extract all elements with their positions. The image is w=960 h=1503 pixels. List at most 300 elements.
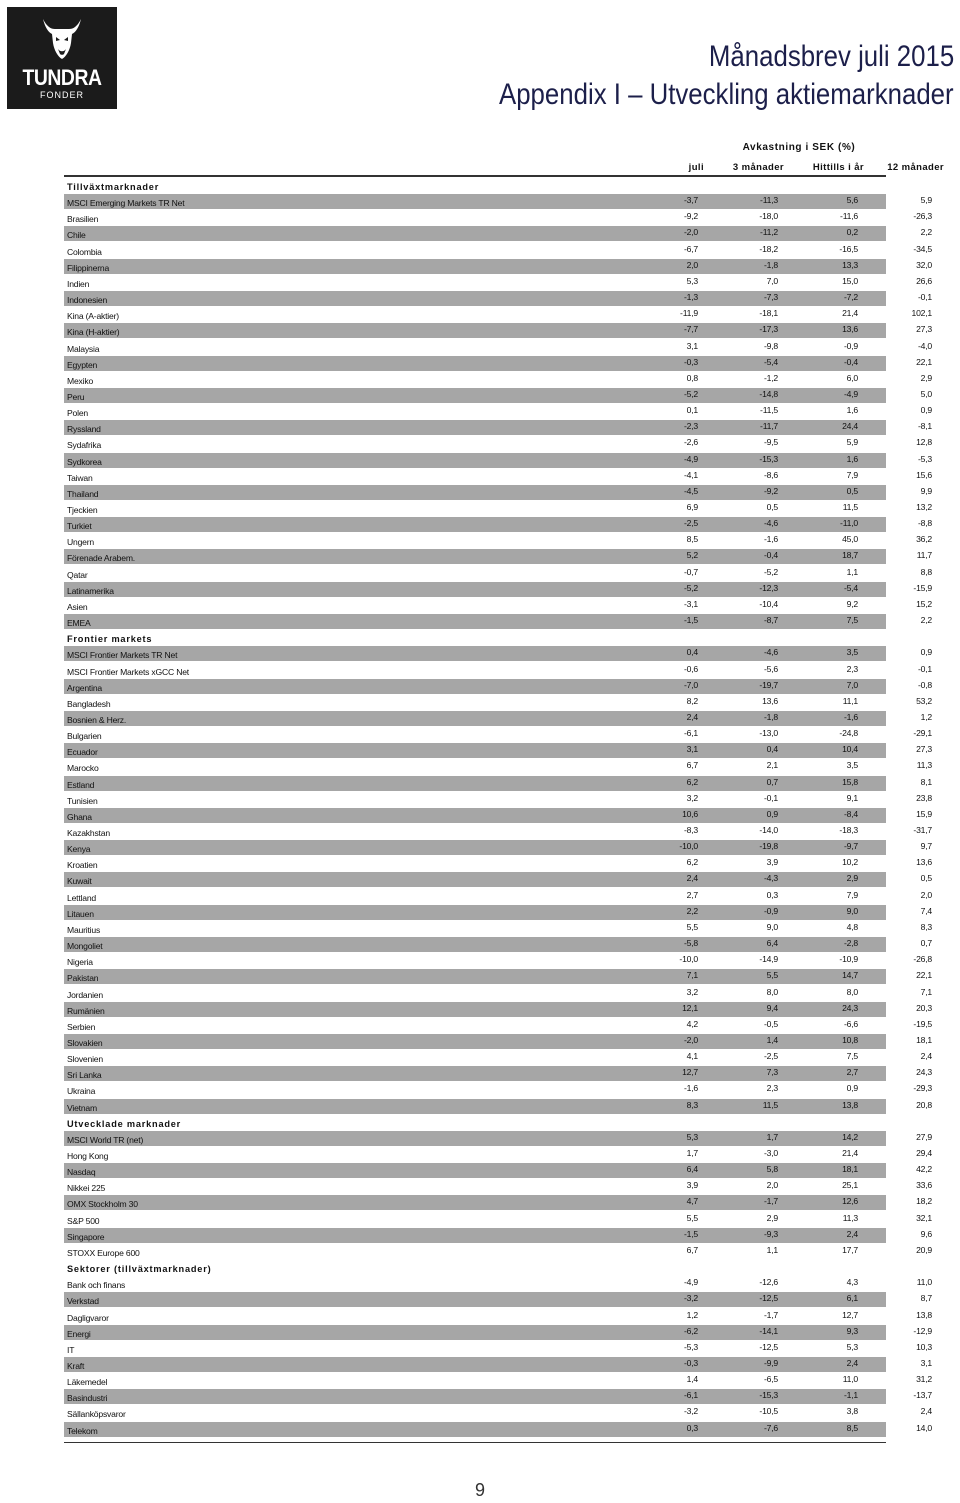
table-cell: 2,7 bbox=[686, 889, 698, 900]
table-cell: 7,5 bbox=[846, 1051, 858, 1062]
table-cell: 2,0 bbox=[686, 259, 698, 270]
table-row bbox=[64, 1228, 932, 1243]
table-row bbox=[64, 1389, 932, 1404]
row-label: Slovakien bbox=[67, 1037, 103, 1048]
table-row bbox=[64, 1422, 932, 1437]
row-label: Slovenien bbox=[67, 1054, 103, 1065]
table-cell: 2,7 bbox=[846, 1067, 858, 1078]
table-cell: -11,3 bbox=[760, 195, 778, 206]
table-cell: 9,3 bbox=[846, 1325, 858, 1336]
table-row bbox=[64, 1147, 932, 1162]
table-cell: 1,4 bbox=[766, 1034, 778, 1045]
table-cell: 20,3 bbox=[916, 1002, 932, 1013]
table-cell: -29,3 bbox=[913, 1083, 932, 1094]
table-cell: 13,6 bbox=[762, 695, 778, 706]
table-cell: -4,5 bbox=[683, 485, 698, 496]
row-label: Argentina bbox=[67, 682, 102, 693]
row-label: Thailand bbox=[67, 488, 99, 499]
table-cell: 25,1 bbox=[842, 1180, 858, 1191]
table-cell: -3,7 bbox=[683, 195, 698, 206]
row-label: Kroatien bbox=[67, 860, 98, 871]
table-cell: 11,0 bbox=[842, 1374, 858, 1385]
table-cell: 6,1 bbox=[846, 1293, 858, 1304]
table-cell: 12,8 bbox=[916, 437, 932, 448]
table-row bbox=[64, 549, 932, 564]
table-cell: 31,2 bbox=[916, 1374, 932, 1385]
table-cell: 10,4 bbox=[842, 744, 858, 755]
table-row bbox=[64, 1341, 932, 1356]
table-cell: -4,9 bbox=[683, 453, 698, 464]
table-cell: -1,5 bbox=[683, 615, 698, 626]
table-cell: -4,3 bbox=[763, 873, 778, 884]
table-row bbox=[64, 1131, 932, 1146]
section-label: Utvecklade marknader bbox=[67, 1118, 182, 1129]
row-label: Mexiko bbox=[67, 375, 94, 386]
table-cell: 0,8 bbox=[686, 372, 698, 383]
table-row bbox=[64, 469, 932, 484]
table-row bbox=[64, 1292, 932, 1307]
table-row bbox=[64, 436, 932, 451]
column-header-3-manader: 3 månader bbox=[732, 162, 784, 173]
table-cell: -3,2 bbox=[683, 1406, 698, 1417]
table-cell: 27,3 bbox=[916, 744, 932, 755]
table-cell: -5,8 bbox=[683, 938, 698, 949]
table-cell: 8,3 bbox=[920, 921, 932, 932]
table-cell: 9,0 bbox=[766, 921, 778, 932]
table-cell: 8,2 bbox=[686, 695, 698, 706]
table-cell: 14,2 bbox=[842, 1131, 858, 1142]
table-bottom-rule bbox=[64, 1442, 886, 1443]
table-cell: -10,0 bbox=[679, 954, 698, 965]
table-cell: 3,2 bbox=[686, 986, 698, 997]
table-cell: 1,2 bbox=[686, 1309, 698, 1320]
row-label: Telekom bbox=[67, 1425, 98, 1436]
table-row bbox=[64, 1244, 932, 1259]
table-cell: 12,7 bbox=[682, 1067, 698, 1078]
table-row bbox=[64, 404, 932, 419]
table-cell: 9,0 bbox=[846, 905, 858, 916]
table-cell: 6,4 bbox=[766, 938, 778, 949]
table-cell: -5,3 bbox=[917, 453, 932, 464]
table-cell: -9,2 bbox=[763, 485, 778, 496]
row-label: Serbien bbox=[67, 1021, 96, 1032]
table-cell: 5,3 bbox=[686, 1131, 698, 1142]
table-cell: 7,9 bbox=[846, 889, 858, 900]
table-cell: 27,3 bbox=[916, 324, 932, 335]
table-row bbox=[64, 517, 932, 532]
table-row bbox=[64, 1195, 932, 1210]
table-cell: 18,1 bbox=[842, 1164, 858, 1175]
row-label: MSCI World TR (net) bbox=[67, 1134, 144, 1145]
table-row bbox=[64, 824, 932, 839]
table-cell: 27,9 bbox=[916, 1131, 932, 1142]
row-label: Latinamerika bbox=[67, 585, 114, 596]
table-row bbox=[64, 1082, 932, 1097]
table-cell: 7,5 bbox=[846, 615, 858, 626]
table-cell: -5,4 bbox=[843, 582, 858, 593]
table-cell: 0,4 bbox=[686, 647, 698, 658]
table-cell: 9,4 bbox=[766, 1002, 778, 1013]
row-label: Dagligvaror bbox=[67, 1312, 109, 1323]
table-cell: -1,7 bbox=[763, 1309, 778, 1320]
table-cell: 0,5 bbox=[766, 502, 778, 512]
table-cell: -7,6 bbox=[763, 1422, 778, 1433]
row-label: Nasdaq bbox=[67, 1167, 96, 1178]
table-cell: 12,6 bbox=[842, 1196, 858, 1207]
table-cell: 10,6 bbox=[682, 808, 698, 819]
table-cell: 15,9 bbox=[916, 808, 932, 819]
table-cell: 0,7 bbox=[920, 938, 932, 949]
table-cell: -11,7 bbox=[760, 421, 778, 432]
column-header-hittills-i-ar: Hittills i år bbox=[812, 162, 864, 173]
table-cell: 9,7 bbox=[920, 841, 932, 852]
table-cell: -18,3 bbox=[839, 825, 858, 835]
table-cell: 0,3 bbox=[686, 1422, 698, 1433]
row-label: Nikkei 225 bbox=[67, 1183, 106, 1194]
table-cell: 2,9 bbox=[846, 873, 858, 884]
table-cell: -8,6 bbox=[763, 469, 778, 480]
table-cell: -12,3 bbox=[759, 582, 778, 593]
row-label: Ukraina bbox=[67, 1086, 96, 1097]
table-cell: -16,5 bbox=[839, 243, 858, 254]
table-row bbox=[64, 307, 932, 322]
table-cell: -19,5 bbox=[913, 1018, 932, 1029]
table-cell: 2,2 bbox=[920, 615, 932, 626]
table-cell: 23,8 bbox=[916, 792, 932, 803]
bull-icon bbox=[41, 13, 83, 61]
table-cell: 3,5 bbox=[846, 647, 858, 658]
row-label: Asien bbox=[67, 601, 88, 612]
table-cell: -14,0 bbox=[759, 825, 778, 835]
table-cell: 5,9 bbox=[920, 195, 932, 206]
table-cell: 2,4 bbox=[686, 873, 698, 884]
row-label: Brasilien bbox=[67, 214, 99, 225]
table-cell: 6,9 bbox=[686, 502, 698, 512]
table-cell: -1,8 bbox=[763, 711, 778, 722]
table-cell: 24,3 bbox=[842, 1002, 858, 1013]
table-cell: -24,8 bbox=[839, 728, 858, 739]
table-cell: 24,4 bbox=[842, 421, 858, 432]
table-row bbox=[64, 1034, 932, 1049]
table-row bbox=[64, 840, 932, 855]
table-cell: 36,2 bbox=[916, 534, 932, 545]
table-cell: -2,3 bbox=[683, 421, 698, 432]
table-cell: 10,2 bbox=[842, 857, 858, 868]
table-cell: 15,2 bbox=[916, 598, 932, 609]
row-label: Qatar bbox=[67, 569, 88, 580]
table-cell: 10,3 bbox=[916, 1341, 932, 1352]
row-label: Marocko bbox=[67, 763, 99, 774]
row-label: Kenya bbox=[67, 844, 91, 855]
row-label: Jordanien bbox=[67, 989, 103, 1000]
table-cell: 5,3 bbox=[846, 1341, 858, 1352]
table-cell: 3,1 bbox=[686, 744, 698, 755]
row-label: Energi bbox=[67, 1328, 91, 1339]
row-label: Ghana bbox=[67, 811, 92, 822]
table-cell: -11,6 bbox=[840, 211, 858, 222]
table-cell: 5,6 bbox=[846, 195, 858, 206]
section-header bbox=[64, 1115, 886, 1130]
row-label: Estland bbox=[67, 779, 95, 790]
table-cell: -1,6 bbox=[843, 711, 858, 722]
table-row bbox=[64, 1002, 932, 1017]
row-label: Litauen bbox=[67, 908, 94, 919]
row-label: Lettland bbox=[67, 892, 96, 903]
table-cell: -0,1 bbox=[917, 292, 932, 303]
table-cell: 7,0 bbox=[766, 275, 778, 286]
section-label: Sektorer (tillväxtmarknader) bbox=[67, 1264, 212, 1275]
table-cell: 17,7 bbox=[842, 1244, 858, 1255]
row-label: Basindustri bbox=[67, 1393, 108, 1404]
table-cell: -2,6 bbox=[683, 437, 698, 448]
table-cell: 14,7 bbox=[842, 970, 858, 981]
table-cell: -9,3 bbox=[763, 1228, 778, 1239]
table-cell: 22,1 bbox=[916, 356, 932, 367]
table-row bbox=[64, 1325, 932, 1340]
table-cell: -3,2 bbox=[683, 1293, 698, 1304]
table-cell: 5,9 bbox=[846, 437, 858, 448]
table-cell: -4,0 bbox=[917, 340, 932, 351]
table-cell: 12,1 bbox=[682, 1002, 698, 1013]
table-cell: -26,3 bbox=[913, 211, 932, 222]
table-cell: -12,5 bbox=[759, 1293, 778, 1304]
table-row bbox=[64, 243, 932, 258]
table-cell: -5,3 bbox=[683, 1341, 698, 1352]
table-row bbox=[64, 808, 932, 823]
table-row bbox=[64, 1405, 932, 1420]
table-cell: 13,6 bbox=[916, 857, 932, 868]
table-cell: 2,3 bbox=[846, 663, 858, 674]
table-cell: 11,1 bbox=[842, 695, 858, 706]
section-header bbox=[64, 178, 886, 193]
table-cell: -26,8 bbox=[913, 954, 932, 965]
table-cell: 13,2 bbox=[916, 502, 932, 512]
table-cell: -0,8 bbox=[917, 679, 932, 690]
table-cell: 6,2 bbox=[686, 776, 698, 787]
table-cell: 2,9 bbox=[766, 1212, 778, 1223]
row-label: Rumänien bbox=[67, 1005, 105, 1016]
table-row bbox=[64, 727, 932, 742]
table-cell: 1,1 bbox=[766, 1244, 778, 1255]
table-cell: 3,2 bbox=[686, 792, 698, 803]
table-cell: 8,5 bbox=[846, 1422, 858, 1433]
table-cell: -11,9 bbox=[680, 308, 698, 319]
table-cell: 14,0 bbox=[916, 1422, 932, 1433]
table-cell: 20,8 bbox=[916, 1099, 932, 1110]
table-cell: -1,2 bbox=[763, 372, 778, 383]
table-cell: -0,7 bbox=[683, 566, 698, 577]
table-cell: 53,2 bbox=[916, 695, 932, 706]
table-cell: -18,2 bbox=[759, 243, 778, 254]
table-cell: -34,5 bbox=[913, 243, 932, 254]
table-row bbox=[64, 453, 932, 468]
table-cell: 2,4 bbox=[686, 711, 698, 722]
table-row bbox=[64, 533, 932, 548]
tundra-logo bbox=[7, 7, 117, 109]
page-subtitle: Appendix I – Utveckling aktiemarknader bbox=[499, 78, 954, 111]
table-cell: -8,4 bbox=[843, 808, 858, 819]
table-cell: 5,2 bbox=[686, 550, 698, 561]
table-cell: 2,0 bbox=[920, 889, 932, 900]
row-label: Förenade Arabem. bbox=[67, 553, 135, 564]
table-cell: 0,9 bbox=[766, 808, 778, 819]
table-cell: 2,4 bbox=[846, 1357, 858, 1368]
table-row bbox=[64, 485, 932, 500]
row-label: Nigeria bbox=[67, 957, 93, 968]
row-label: OMX Stockholm 30 bbox=[67, 1199, 138, 1210]
table-row bbox=[64, 695, 932, 710]
table-row bbox=[64, 194, 932, 209]
table-cell: 24,3 bbox=[916, 1067, 932, 1078]
row-label: Bangladesh bbox=[67, 698, 111, 709]
table-row bbox=[64, 986, 932, 1001]
table-cell: 1,6 bbox=[846, 453, 858, 464]
table-cell: -15,3 bbox=[759, 1390, 778, 1401]
table-row bbox=[64, 663, 932, 678]
table-cell: 8,5 bbox=[686, 534, 698, 545]
table-cell: 11,5 bbox=[762, 1099, 778, 1110]
table-cell: 11,3 bbox=[916, 760, 932, 771]
table-row bbox=[64, 1212, 932, 1227]
table-row bbox=[64, 582, 932, 597]
table-row bbox=[64, 743, 932, 758]
table-cell: 9,6 bbox=[920, 1228, 932, 1239]
row-label: Turkiet bbox=[67, 521, 92, 532]
table-header-row bbox=[64, 159, 944, 177]
table-row bbox=[64, 905, 932, 920]
row-label: IT bbox=[67, 1344, 75, 1355]
table-cell: -11,2 bbox=[760, 227, 778, 238]
row-label: Polen bbox=[67, 408, 88, 419]
table-cell: 9,9 bbox=[920, 485, 932, 496]
table-cell: -5,4 bbox=[763, 356, 778, 367]
table-cell: 8,8 bbox=[920, 566, 932, 577]
table-cell: -2,8 bbox=[843, 938, 858, 949]
table-cell: 4,7 bbox=[686, 1196, 698, 1207]
row-label: Colombia bbox=[67, 246, 102, 257]
table-cell: -1,8 bbox=[763, 259, 778, 270]
table-cell: 11,5 bbox=[842, 502, 858, 512]
table-cell: -14,8 bbox=[759, 388, 778, 399]
table-cell: 0,7 bbox=[766, 776, 778, 787]
table-row bbox=[64, 679, 932, 694]
table-cell: -9,5 bbox=[763, 437, 778, 448]
table-row bbox=[64, 259, 932, 274]
row-label: Tjeckien bbox=[67, 505, 98, 515]
table-cell: -6,1 bbox=[683, 1390, 698, 1401]
column-header-12-manader: 12 månader bbox=[887, 162, 944, 173]
table-cell: -11,0 bbox=[840, 518, 858, 529]
table-cell: 8,3 bbox=[686, 1099, 698, 1110]
table-cell: -17,3 bbox=[759, 324, 778, 335]
table-cell: -14,1 bbox=[759, 1325, 778, 1336]
table-cell: -1,6 bbox=[683, 1083, 698, 1094]
row-label: Ungern bbox=[67, 537, 94, 548]
table-cell: 12,7 bbox=[842, 1309, 858, 1320]
table-cell: -0,1 bbox=[917, 663, 932, 674]
row-label: Egypten bbox=[67, 359, 98, 370]
table-cell: 15,0 bbox=[842, 275, 858, 286]
row-label: Kina (A-aktier) bbox=[67, 311, 119, 322]
row-label: Chile bbox=[67, 230, 86, 241]
table-cell: -13,7 bbox=[913, 1390, 932, 1401]
table-cell: 4,8 bbox=[846, 921, 858, 932]
table-row bbox=[64, 420, 932, 435]
table-cell: 42,2 bbox=[916, 1164, 932, 1175]
table-cell: 21,4 bbox=[842, 1148, 858, 1158]
table-cell: -5,2 bbox=[683, 582, 698, 593]
table-cell: 8,7 bbox=[920, 1293, 932, 1304]
table-cell: 5,8 bbox=[766, 1164, 778, 1175]
table-cell: -19,8 bbox=[759, 841, 778, 852]
row-label: Kraft bbox=[67, 1360, 85, 1371]
table-cell: 3,5 bbox=[846, 760, 858, 771]
page-title: Månadsbrev juli 2015 bbox=[708, 40, 954, 73]
row-label: Ryssland bbox=[67, 424, 101, 435]
row-label: Mauritius bbox=[67, 924, 101, 935]
row-label: STOXX Europe 600 bbox=[67, 1247, 140, 1258]
row-label: Kazakhstan bbox=[67, 828, 110, 838]
logo-subtitle: FONDER bbox=[40, 90, 84, 100]
table-cell: 11,3 bbox=[842, 1212, 858, 1223]
row-label: Sydkorea bbox=[67, 456, 102, 467]
table-cell: -0,5 bbox=[763, 1018, 778, 1029]
table-cell: -5,2 bbox=[763, 566, 778, 577]
table-cell: 5,3 bbox=[686, 275, 698, 286]
table-row bbox=[64, 210, 932, 225]
table-cell: -8,3 bbox=[683, 825, 698, 835]
table-cell: -7,3 bbox=[763, 292, 778, 303]
table-cell: 0,9 bbox=[846, 1083, 858, 1094]
table-cell: 22,1 bbox=[916, 970, 932, 981]
table-cell: -0,6 bbox=[683, 663, 698, 674]
table-cell: -15,9 bbox=[913, 582, 932, 593]
section-header bbox=[64, 1260, 886, 1275]
row-label: Läkemedel bbox=[67, 1377, 108, 1388]
table-cell: 2,0 bbox=[766, 1180, 778, 1191]
row-label: Sällanköpsvaror bbox=[67, 1409, 126, 1420]
table-cell: 8,0 bbox=[766, 986, 778, 997]
table-row bbox=[64, 937, 932, 952]
table-cell: 20,9 bbox=[916, 1244, 932, 1255]
table-cell: 32,1 bbox=[916, 1212, 932, 1223]
table-cell: -0,4 bbox=[763, 550, 778, 561]
table-cell: 102,1 bbox=[911, 308, 932, 319]
section-header bbox=[64, 630, 886, 645]
row-label: Bulgarien bbox=[67, 731, 102, 742]
table-cell: 7,1 bbox=[686, 970, 698, 981]
table-cell: 33,6 bbox=[916, 1180, 932, 1191]
table-cell: -6,6 bbox=[843, 1018, 858, 1029]
table-cell: -3,0 bbox=[763, 1148, 778, 1158]
row-label: EMEA bbox=[67, 618, 91, 629]
table-cell: 15,6 bbox=[916, 469, 932, 480]
table-row bbox=[64, 1099, 932, 1114]
table-row bbox=[64, 759, 932, 774]
section-label: Tillväxtmarknader bbox=[67, 182, 160, 192]
row-label: MSCI Frontier Markets TR Net bbox=[67, 650, 178, 661]
table-row bbox=[64, 1179, 932, 1194]
table-cell: 21,4 bbox=[842, 308, 858, 319]
table-cell: 1,4 bbox=[686, 1374, 698, 1385]
table-cell: 6,7 bbox=[686, 760, 698, 771]
table-cell: -4,1 bbox=[683, 469, 698, 480]
column-header-juli: juli bbox=[688, 162, 704, 173]
table-cell: -6,7 bbox=[683, 243, 698, 254]
table-row bbox=[64, 275, 932, 290]
row-label: Indonesien bbox=[67, 295, 108, 306]
table-cell: 32,0 bbox=[916, 259, 932, 270]
